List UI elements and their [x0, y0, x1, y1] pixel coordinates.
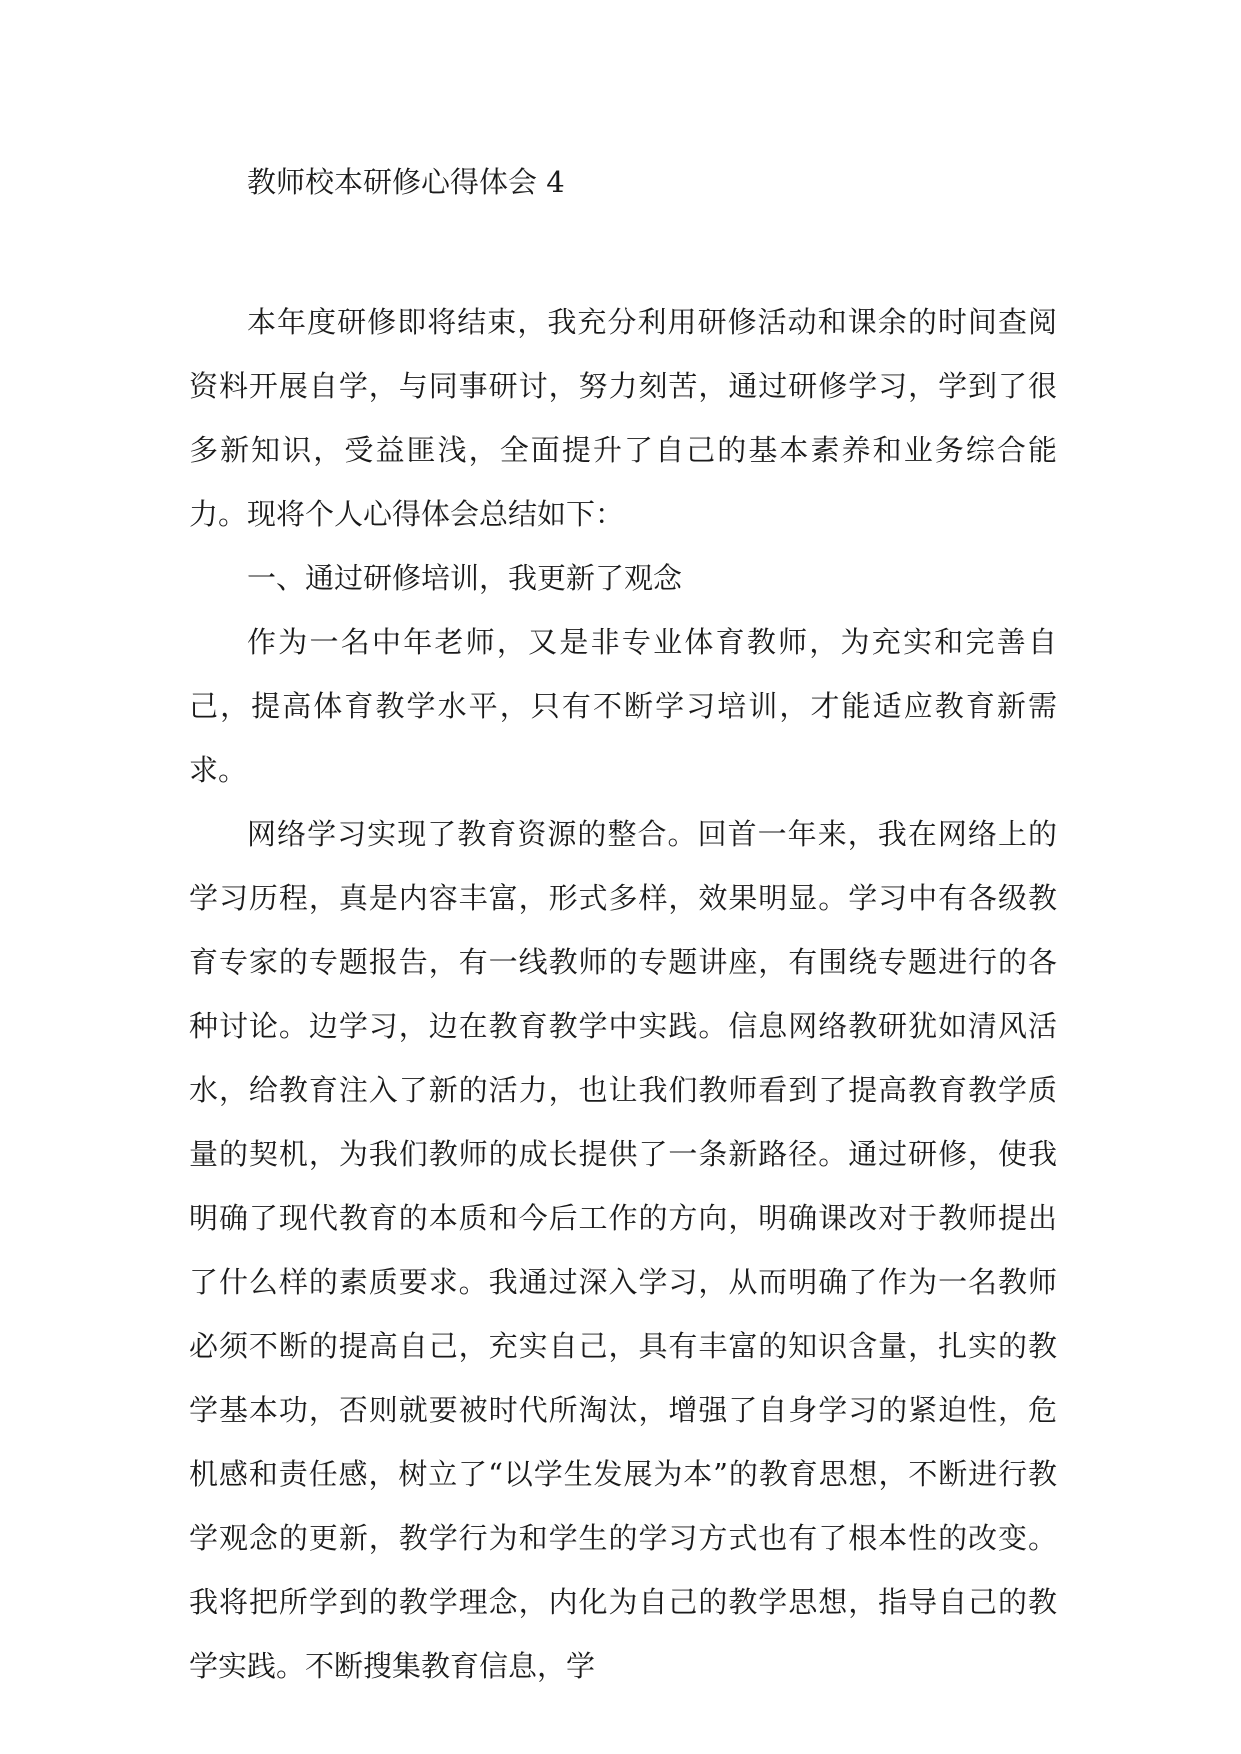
paragraph-middle-aged-teacher: 作为一名中年老师，又是非专业体育教师，为充实和完善自己，提高体育教学水平，只有不断学习培训，才能适应教育新需求。 — [189, 625, 1057, 787]
paragraph-intro: 本年度研修即将结束，我充分利用研修活动和课余的时间查阅资料开展自学，与同事研讨，努力刻苦，通过研修学习，学到了很多新知识，受益匪浅，全面提升了自己的基本素养和业务综合能力。现将个人心得体会总结如下： — [189, 305, 1057, 531]
document-title: 教师校本研修心得体会 4 — [247, 165, 565, 199]
paragraph-online-learning: 网络学习实现了教育资源的整合。回首一年来，我在网络上的学习历程，真是内容丰富，形式多样，效果明显。学习中有各级教育专家的专题报告，有一线教师的专题讲座，有围绕专题进行的各种讨论。边学习，边在教育教学中实践。信息网络教研犹如清风活水，给教育注入了新的活力，也让我们教师看到了提高教育教学质量的契机，为我们教师的成长提供了一条新路径。通过研修，使我明确了现代教育的本质和今后工作的方向，明确课改对于教师提出了什么样的素质要求。我通过深入学习，从而明确了作为一名教师必须不断的提高自己，充实自己，具有丰富的知识含量，扎实的教学基本功，否则就要被时代所淘汰，增强了自身学习的紧迫性，危机感和责任感，树立了“以学生发展为本”的教育思想，不断进行教学观念的更新，教学行为和学生的学习方式也有了根本性的改变。我将把所学到的教学理念，内化为自己的教学思想，指导自己的教学实践。不断搜集教育信息，学 — [189, 817, 1057, 1683]
document-body — [189, 290, 1057, 1698]
section-heading-1: 一、通过研修培训，我更新了观念 — [247, 561, 683, 595]
